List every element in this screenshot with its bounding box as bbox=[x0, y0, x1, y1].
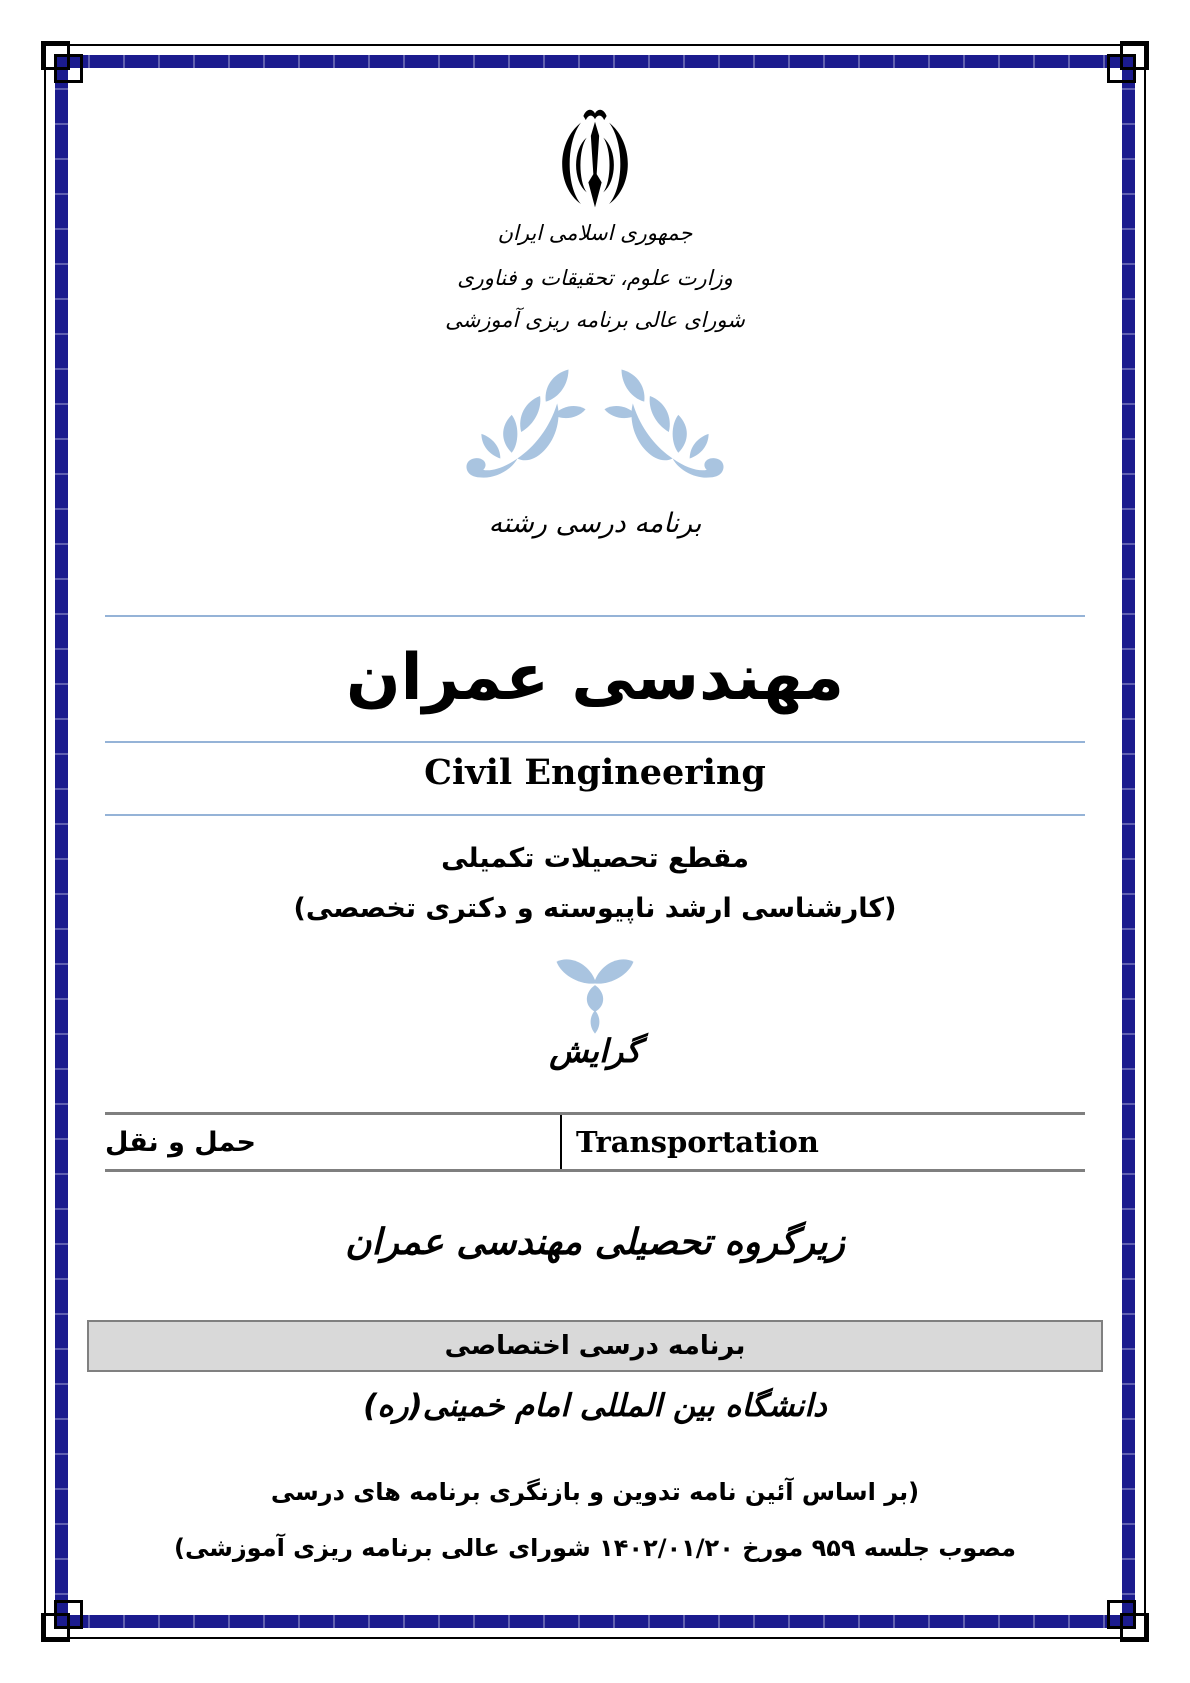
specialized-curriculum-banner: برنامه درسی اختصاصی bbox=[87, 1320, 1103, 1372]
divider-rule bbox=[105, 814, 1085, 816]
fleur-ornament-icon bbox=[536, 950, 654, 1042]
university-title: دانشگاه بین المللی امام خمینی(ره) bbox=[363, 1388, 827, 1424]
level-line: مقطع تحصیلات تکمیلی bbox=[441, 843, 749, 874]
field-title-fa: مهندسی عمران bbox=[346, 641, 844, 715]
orientation-label: گرایش bbox=[549, 1032, 641, 1070]
divider-rule bbox=[105, 615, 1085, 617]
frame-band-bottom bbox=[55, 1615, 1135, 1628]
program-label: برنامه درسی رشته bbox=[488, 508, 702, 539]
frame-corner-square bbox=[54, 54, 83, 83]
frame-corner-square bbox=[1107, 54, 1136, 83]
subgroup-title: زیرگروه تحصیلی مهندسی عمران bbox=[345, 1222, 845, 1263]
header-country: جمهوری اسلامی ایران bbox=[497, 221, 693, 245]
iran-emblem-icon bbox=[547, 106, 643, 214]
divider-rule bbox=[105, 741, 1085, 743]
orientation-en-cell: Transportation bbox=[576, 1125, 819, 1159]
level-detail-line: (کارشناسی ارشد ناپیوسته و دکتری تخصصی) bbox=[293, 893, 897, 924]
orientation-table bbox=[105, 1112, 1085, 1172]
field-title-en: Civil Engineering bbox=[424, 752, 766, 793]
frame-band-top bbox=[55, 55, 1135, 68]
orientation-fa-cell: حمل و نقل bbox=[105, 1115, 562, 1169]
frame-corner-square bbox=[54, 1600, 83, 1629]
header-ministry: وزارت علوم، تحقیقات و فناوری bbox=[457, 266, 733, 290]
flourish-ornament-icon bbox=[460, 360, 730, 502]
header-council: شورای عالی برنامه ریزی آموزشی bbox=[445, 308, 745, 332]
footnote-line2: مصوب جلسه ۹۵۹ مورخ ۱۴۰۲/۰۱/۲۰ شورای عالی برنامه ریزی آموزشی) bbox=[174, 1534, 1016, 1562]
frame-corner-square bbox=[1107, 1600, 1136, 1629]
footnote-line1: (بر اساس آئین نامه تدوین و بازنگری برنامه های درسی bbox=[270, 1478, 920, 1506]
